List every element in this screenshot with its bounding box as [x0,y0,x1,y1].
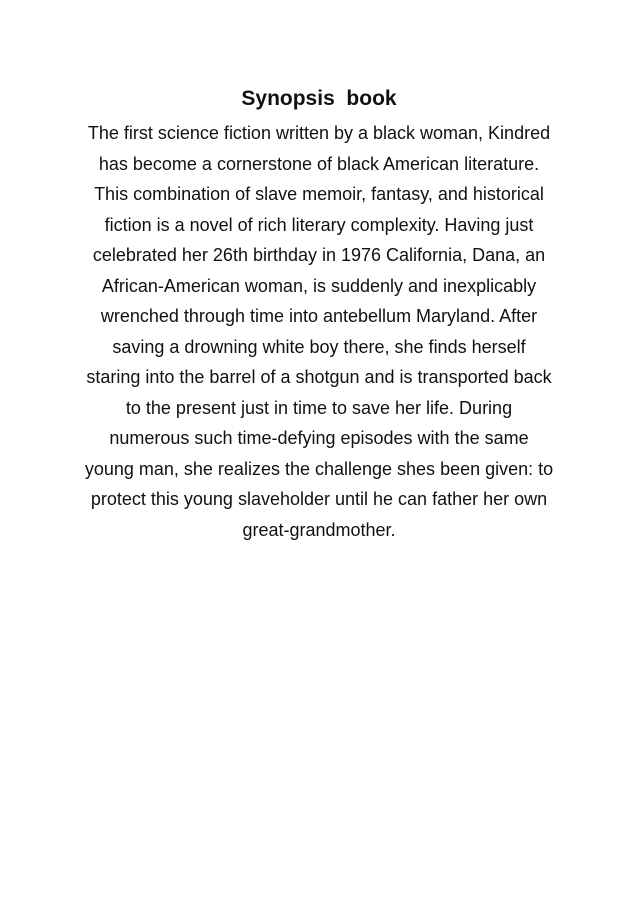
synopsis-line: African-American woman, is suddenly and inexplicably [101,275,537,296]
synopsis-line: young man, she realizes the challenge shes been given: to [84,458,554,479]
synopsis-title: Synopsis book [241,87,397,110]
synopsis-body [30,118,608,545]
synopsis-line: The first science fiction written by a black woman, Kindred [87,123,551,143]
synopsis-line: protect this young slaveholder until he can father her own [90,489,548,509]
synopsis-line: to the present just in time to save her life. During [125,397,513,418]
synopsis-line: saving a drowning white boy there, she finds herself [112,336,526,357]
synopsis-line: fiction is a novel of rich literary complexity. Having just [104,214,534,235]
synopsis-line: great-grandmother. [242,519,396,540]
synopsis-line: has become a cornerstone of black American literature. [98,153,540,174]
synopsis-line: wrenched through time into antebellum Maryland. After [100,306,538,326]
synopsis-line: celebrated her 26th birthday in 1976 California, Dana, an [92,245,546,265]
synopsis-line: numerous such time-defying episodes with the same [109,428,529,448]
synopsis-line: staring into the barrel of a shotgun and is transported back [86,367,552,387]
synopsis-line: This combination of slave memoir, fantasy, and historical [94,184,544,204]
